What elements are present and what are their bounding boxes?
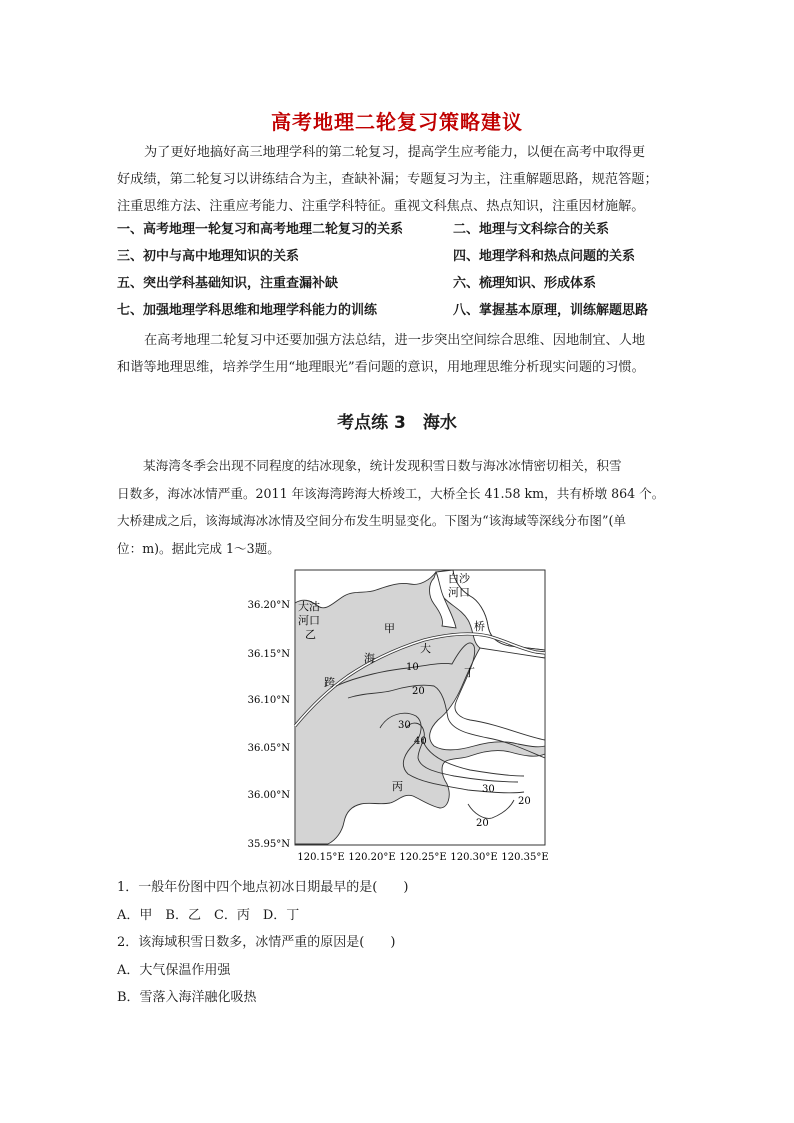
strategy-item: 四、地理学科和热点问题的关系 <box>453 249 636 264</box>
place-label: 海 <box>364 652 375 665</box>
depth-label: 20 <box>476 818 489 829</box>
place-label: 丁 <box>464 666 475 679</box>
strategy-item: 五、突出学科基础知识，注重查漏补缺 <box>117 276 339 291</box>
depth-label: 20 <box>518 796 531 807</box>
place-label: 白沙 <box>448 572 470 585</box>
intro-line: 注重思维方法、注重应考能力、注重学科特征。重视文科焦点、热点知识，注重因材施解。 <box>117 199 645 214</box>
place-label: 大沽 <box>298 600 320 613</box>
lat-label: 36.20°N <box>248 600 290 611</box>
question-1-stem: 1．一般年份图中四个地点初冰日期最早的是( ) <box>117 880 409 895</box>
problem-line: 某海湾冬季会出现不同程度的结冰现象，统计发现积雪日数与海冰冰情密切相关，积雪 <box>143 458 622 473</box>
lat-label: 36.15°N <box>248 649 290 660</box>
question-2-stem: 2．该海域积雪日数多，冰情严重的原因是( ) <box>117 935 396 950</box>
depth-label: 10 <box>406 662 419 673</box>
lat-label: 36.10°N <box>248 695 290 706</box>
place-label: 河口 <box>448 586 470 599</box>
lat-label: 36.05°N <box>248 743 290 754</box>
lon-label: 120.30°E <box>450 852 498 863</box>
depth-label: 40 <box>414 736 427 747</box>
depth-label: 30 <box>482 784 495 795</box>
strategy-row <box>117 218 687 245</box>
place-label: 河口 <box>298 614 320 627</box>
lon-label: 120.20°E <box>348 852 396 863</box>
strategy-list <box>117 218 687 326</box>
lat-label: 36.00°N <box>248 790 290 801</box>
conclusion-line: 在高考地理二轮复习中还要加强方法总结，进一步突出空间综合思维、因地制宜、人地 <box>144 333 646 348</box>
strategy-row <box>117 272 687 299</box>
place-label: 甲 <box>384 622 395 635</box>
place-label: 丙 <box>392 780 403 793</box>
depth-label: 20 <box>412 686 425 697</box>
page-title: 高考地理二轮复习策略建议 <box>271 110 523 134</box>
strategy-item: 八、掌握基本原理，训练解题思路 <box>453 303 649 318</box>
lon-label: 120.15°E <box>297 852 345 863</box>
strategy-item: 六、梳理知识、形成体系 <box>453 276 597 291</box>
question-1-options: A．甲 B．乙 C．丙 D．丁 <box>117 908 300 923</box>
strategy-item: 七、加强地理学科思维和地理学科能力的训练 <box>117 303 378 318</box>
question-2-option-b: B．雪落入海洋融化吸热 <box>117 990 257 1005</box>
strategy-item: 二、地理与文科综合的关系 <box>453 222 610 237</box>
strategy-item: 一、高考地理一轮复习和高考地理二轮复习的关系 <box>117 222 404 237</box>
intro-paragraph <box>117 139 683 220</box>
place-label: 大 <box>420 642 431 655</box>
strategy-row <box>117 299 687 326</box>
place-label: 桥 <box>474 620 485 633</box>
isobath-map <box>248 568 558 866</box>
problem-text <box>117 452 687 562</box>
problem-line: 大桥建成之后，该海域海冰冰情及空间分布发生明显变化。下图为“该海域等深线分布图”(单 <box>117 513 626 528</box>
strategy-row <box>117 245 687 272</box>
conclusion-line: 和谐等地理思维，培养学生用“地理眼光”看问题的意识，用地理思维分析现实问题的习惯。 <box>117 360 645 375</box>
section-title: 考点练 3 海水 <box>337 413 457 433</box>
strategy-item: 三、初中与高中地理知识的关系 <box>117 249 300 264</box>
intro-line: 好成绩，第二轮复习以讲练结合为主，查缺补漏；专题复习为主，注重解题思路，规范答题； <box>117 172 658 187</box>
question-2-option-a: A．大气保温作用强 <box>117 963 231 978</box>
lat-label: 35.95°N <box>248 839 290 850</box>
conclusion-paragraph <box>117 327 683 381</box>
depth-label: 30 <box>398 720 411 731</box>
place-label: 跨 <box>324 676 335 689</box>
problem-line: 位：m)。据此完成 1～3题。 <box>117 540 280 556</box>
place-label: 乙 <box>305 628 316 641</box>
lon-label: 120.35°E <box>501 852 549 863</box>
problem-line: 日数多，海冰冰情严重。2011 年该海湾跨海大桥竣工，大桥全长 41.58 km，共有桥墩 864 个。 <box>117 485 665 501</box>
lon-label: 120.25°E <box>399 852 447 863</box>
intro-line: 为了更好地搞好高三地理学科的第二轮复习，提高学生应考能力，以便在高考中取得更 <box>144 145 646 160</box>
